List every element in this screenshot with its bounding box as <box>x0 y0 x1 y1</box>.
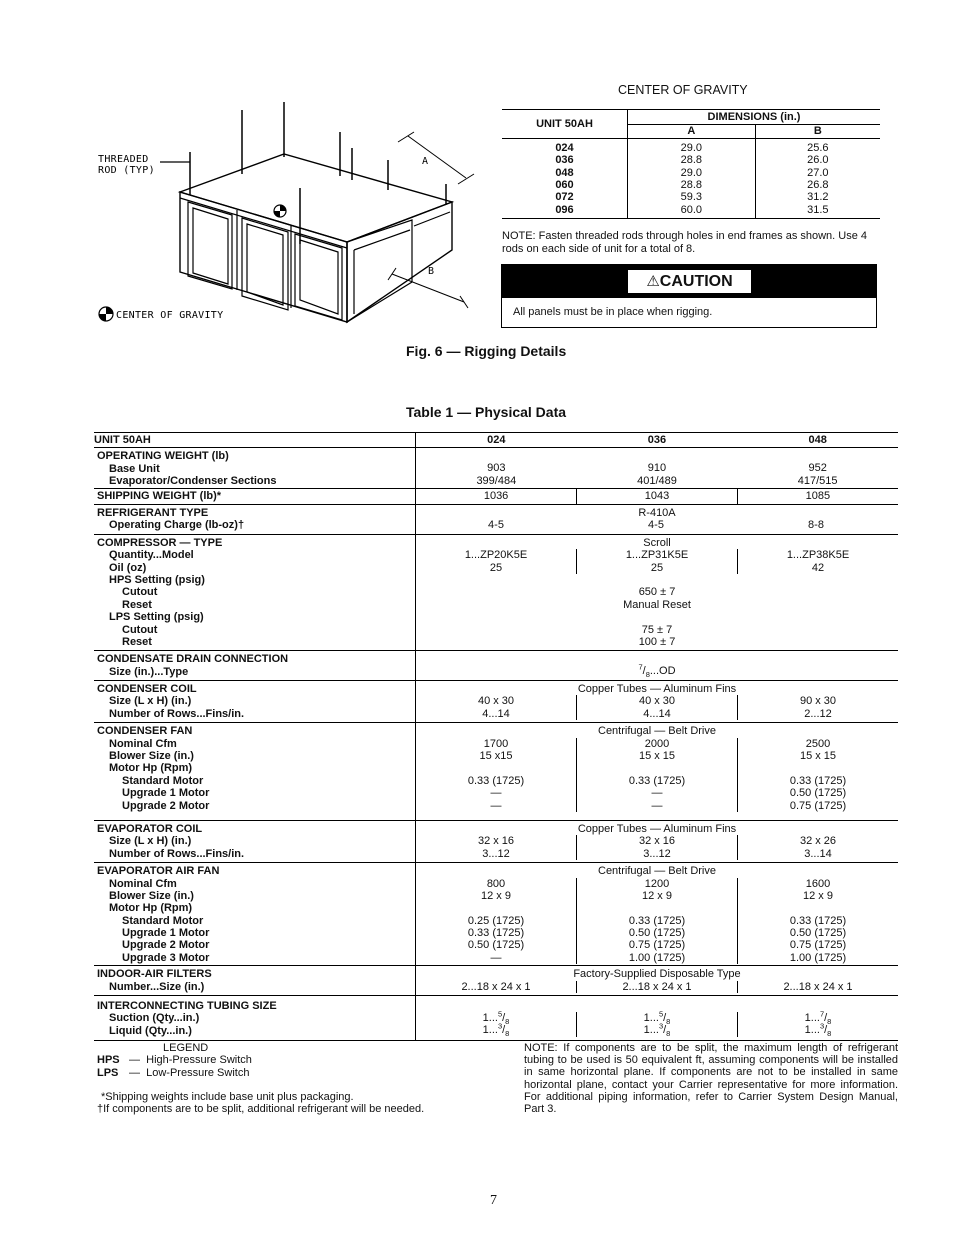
table-row: REFRIGERANT TYPE Operating Charge (lb-oz)† R-410A 4-5 4-5 8-8 <box>94 504 898 534</box>
table-row: CONDENSER FAN Nominal Cfm Blower Size (in.) Motor Hp (Rpm) Standard Motor Upgrade 1 Motor Upgrade 2 Motor Centrifugal — Belt Drive 1700 15 x15 0.33 (1725) — — 2000 15 x 15 0.33 (1725) — — 2500 15 x 15 0.33 (1725) 0.50 (1725) 0.75 (1725) <box>94 723 898 821</box>
threaded-rod-label-2: ROD (TYP) <box>98 165 155 176</box>
cog-a-col: 29.0 28.8 29.0 28.8 59.3 60.0 <box>628 138 756 218</box>
legend <box>97 1042 252 1079</box>
caution-message: All panels must be in place when rigging. <box>513 306 713 318</box>
warning-triangle-icon: ⚠ <box>646 273 660 290</box>
cog-label: CENTER OF GRAVITY <box>116 310 224 321</box>
table-row: INTERCONNECTING TUBING SIZE Suction (Qty...in.) Liquid (Qty...in.) $1...^5/_8$ $1...^3/_8$ $1...^5/_8$ $1...^3/_8$ $1...^7/_8$ $1...^3/_8$ <box>94 996 898 1041</box>
cog-unit-col: 024 036 048 060 072 096 <box>502 138 628 218</box>
table-row: SHIPPING WEIGHT (lb)* 1036 1043 1085 <box>94 488 898 504</box>
footnote-shipping: *Shipping weights include base unit plus packaging. <box>101 1091 354 1103</box>
cog-legend-icon <box>99 307 113 321</box>
piping-note: NOTE: If components are to be split, the maximum length of refrigerant tubing to be used is 50 equivalent ft, assuming components will be installed in same horizontal plane. If components are not to be installed in same horizontal plane, contact your Carrier representative for more information. For additional piping information, refer to Carrier System Design Manual, Part 3. <box>524 1042 898 1116</box>
header-unit: UNIT 50AH <box>94 433 416 448</box>
table-row: INDOOR-AIR FILTERS Number...Size (in.) Factory-Supplied Disposable Type 2...18 x 24 x 1 2...18 x 24 x 1 2...18 x 24 x 1 <box>94 966 898 996</box>
physical-data-table <box>94 432 898 1041</box>
cog-table <box>502 109 880 219</box>
legend-lps: LPS — Low-Pressure Switch <box>97 1066 250 1079</box>
cog-col-b: B <box>755 125 880 138</box>
header-024: 024 <box>416 433 577 448</box>
table-row: CONDENSER COIL Size (L x H) (in.) Number of Rows...Fins/in. Copper Tubes — Aluminum Fins 40 x 30 4...14 40 x 30 4...14 90 x 30 2...12 <box>94 681 898 723</box>
cog-marker-icon <box>274 205 286 217</box>
footnote-split: †If components are to be split, additional refrigerant will be needed. <box>97 1103 425 1116</box>
cog-b-col: 25.6 26.0 27.0 26.8 31.2 31.5 <box>807 141 829 216</box>
rigging-illustration <box>92 92 484 332</box>
page-number: 7 <box>490 1193 497 1208</box>
caution-label: ⚠CAUTION <box>628 270 751 293</box>
caution-box <box>501 264 877 328</box>
header-048: 048 <box>737 433 898 448</box>
cog-dims-header: DIMENSIONS (in.) <box>628 110 881 125</box>
table-row: EVAPORATOR AIR FAN Nominal Cfm Blower Size (in.) Motor Hp (Rpm) Standard Motor Upgrade 1 Motor Upgrade 2 Motor Upgrade 3 Motor Centrifugal — Belt Drive 800 12 x 9 0.25 (1725) 0.33 (1725) 0.50 (1725) — 1200 12 x 9 0.33 (1725) 0.50 (1725) 0.75 (1725) 1.00 (1725) 1600 12 x 9 0.33 (1725) 0.50 (1725) 0.75 (1725) 1.00 (1725) <box>94 863 898 966</box>
cog-col-a: A <box>628 125 756 138</box>
threaded-rod-label-1: THREADED <box>98 154 149 165</box>
cog-table-title: CENTER OF GRAVITY <box>618 83 748 97</box>
footnotes <box>97 1091 424 1116</box>
table-row: OPERATING WEIGHT (lb) Base Unit Evaporator/Condenser Sections 903 399/484 910 401/489 952 417/515 <box>94 448 898 488</box>
table-row: COMPRESSOR — TYPE Quantity...Model Oil (oz) HPS Setting (psig) Cutout Reset LPS Setting (psig) Cutout Reset Scroll 1...ZP20K5E 25 1...ZP31K5E 25 1...ZP38K5E 42 650 ± 7 Manual Reset 75 ± 7 100 ± 7 <box>94 534 898 651</box>
cog-unit-header: UNIT 50AH <box>502 110 628 139</box>
figure-caption: Fig. 6 — Rigging Details <box>406 343 567 359</box>
cog-note: NOTE: Fasten threaded rods through holes in end frames as shown. Use 4 rods on each side of unit for a total of 8. <box>502 230 868 255</box>
table-caption: Table 1 — Physical Data <box>406 404 567 420</box>
dim-b-label: B <box>428 266 435 277</box>
dim-a-label: A <box>422 156 429 167</box>
header-036: 036 <box>577 433 738 448</box>
table-row: EVAPORATOR COIL Size (L x H) (in.) Number of Rows...Fins/in. Copper Tubes — Aluminum Fins 32 x 16 3...12 32 x 16 3...12 32 x 26 3...14 <box>94 820 898 862</box>
legend-hps: HPS — High-Pressure Switch <box>97 1054 252 1067</box>
legend-title: LEGEND <box>163 1042 209 1054</box>
table-row: CONDENSATE DRAIN CONNECTION Size (in.)...Type $^7/_8...OD$ <box>94 651 898 681</box>
